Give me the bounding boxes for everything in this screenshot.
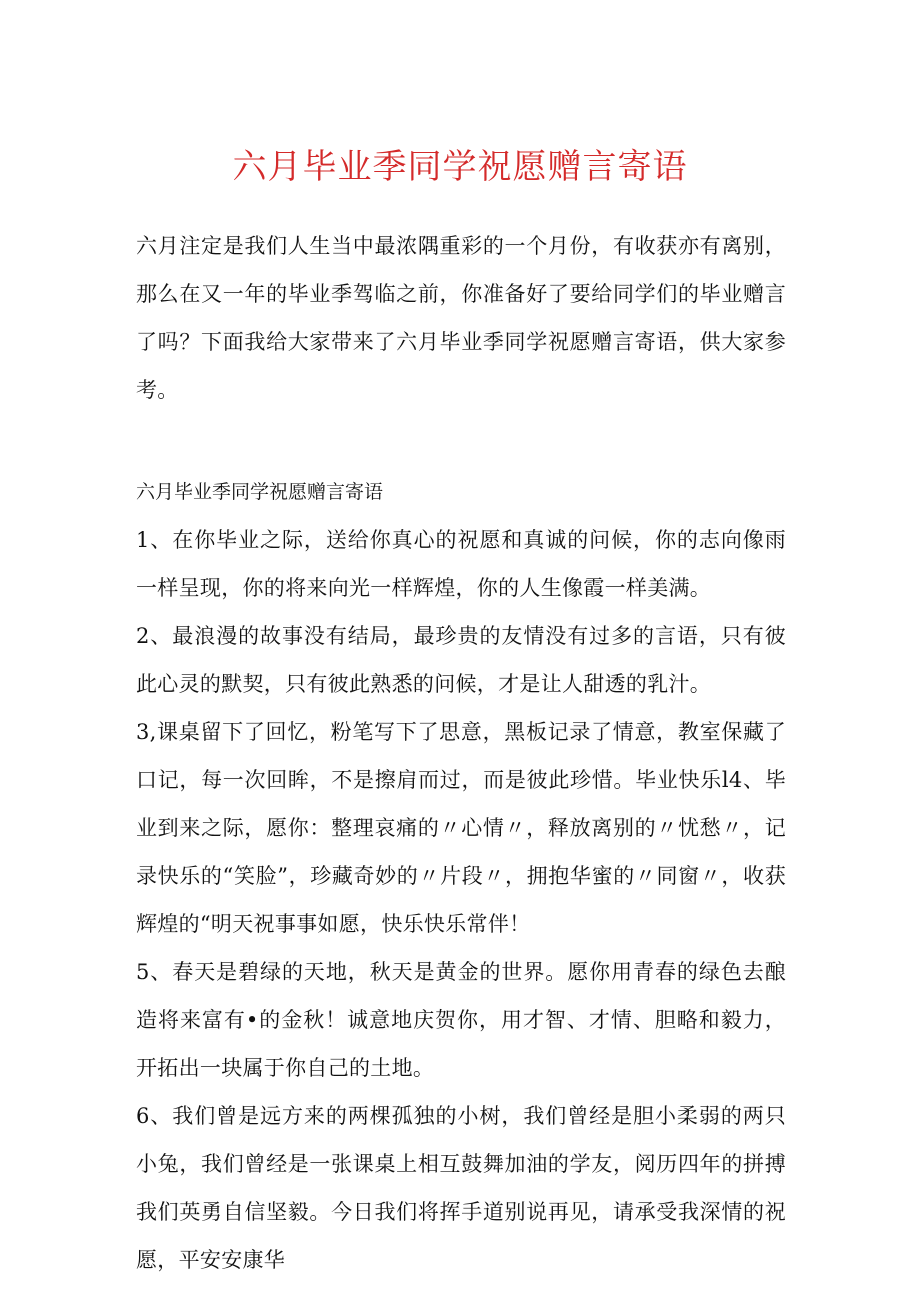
document-title: 六月毕业季同学祝愿赠言寄语 (232, 147, 688, 187)
list-item-5: 5、春天是碧绿的天地，秋天是黄金的世界。愿你用青春的绿色去酿造将来富有•的金秋！诚意地庆贺你，用才智、才情、胆略和毅力，开拓出一块属于你自己的土地。 (136, 960, 786, 1080)
document-body (136, 222, 786, 1284)
section-spacer (136, 414, 786, 468)
list-item-3: 3,课桌留下了回忆，粉笔写下了思意，黑板记录了情意，教室保藏了口记，每一次回眸，不是擦肩而过，而是彼此珍惜。毕业快乐l4、毕业到来之际，愿你：整理哀痛的〃心情〃，释放离别的〃忧愁〃，记录快乐的“笑脸”，珍藏奇妙的〃片段〃，拥抱华蜜的〃同窗〃，收获辉煌的“明天祝事事如愿，快乐快乐常伴！ (136, 720, 786, 936)
list-item-2: 2、最浪漫的故事没有结局，最珍贵的友情没有过多的言语，只有彼此心灵的默契，只有彼此熟悉的问候，才是让人甜透的乳汁。 (136, 624, 786, 696)
list-item-1: 1、在你毕业之际，送给你真心的祝愿和真诚的问候，你的志向像雨一样呈现，你的将来向光一样辉煌，你的人生像霞一样美满。 (136, 528, 786, 600)
list-item-6: 6、我们曾是远方来的两棵孤独的小树，我们曾经是胆小柔弱的两只小兔，我们曾经是一张课桌上相互鼓舞加油的学友，阅历四年的拼搏我们英勇自信坚毅。今日我们将挥手道别说再见，请承受我深情的祝愿，平安安康华 (136, 1104, 786, 1272)
section-subheading: 六月毕业季同学祝愿赠言寄语 (136, 481, 384, 503)
intro-paragraph: 六月注定是我们人生当中最浓隅重彩的一个月份，有收获亦有离别，那么在又一年的毕业季驾临之前，你准备好了要给同学们的毕业赠言了吗？下面我给大家带来了六月毕业季同学祝愿赠言寄语，供大家参考。 (136, 234, 786, 402)
